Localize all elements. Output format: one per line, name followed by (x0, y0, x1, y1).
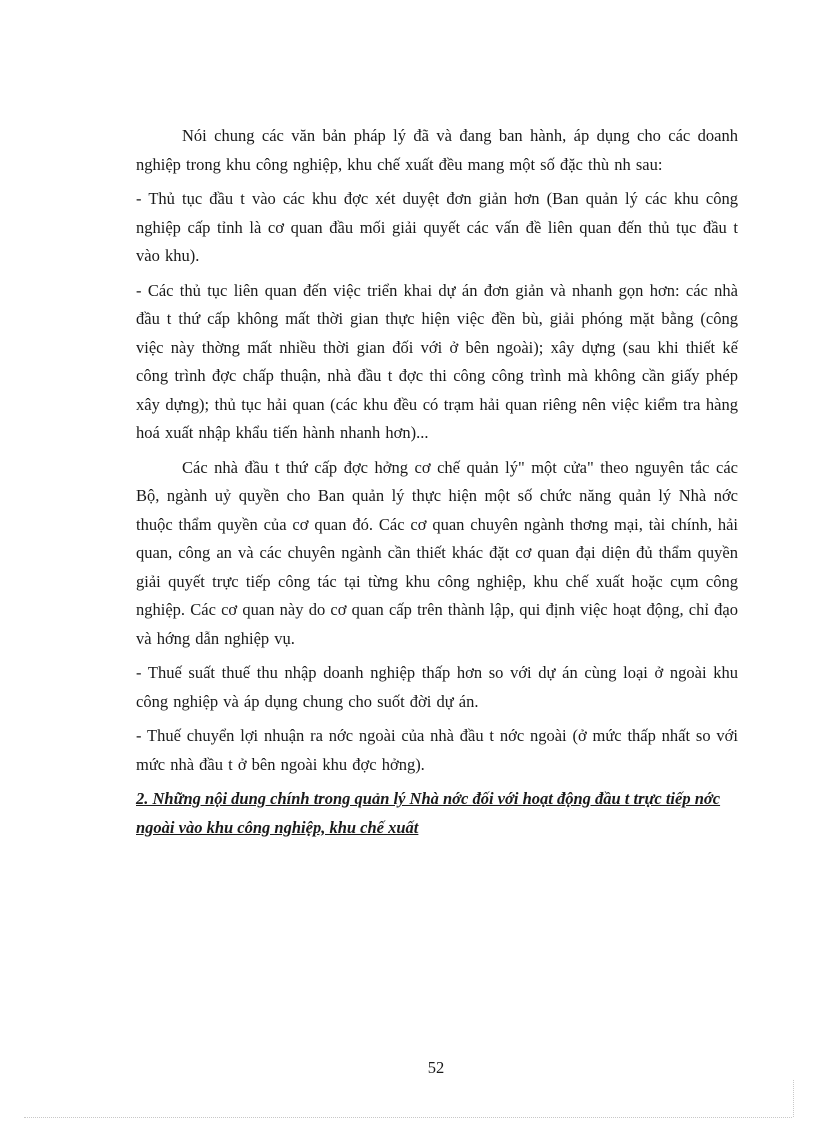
paragraph-one-stop-mechanism: Các nhà đầu t thứ cấp đợc hởng cơ chế quản lý" một cửa" theo nguyên tắc các Bộ, ngành uỷ quyền cho Ban quản lý thực hiện một số chức năng quản lý Nhà nớc thuộc thẩm quyền của cơ quan đó. Các cơ quan chuyên ngành thơng mại, tài chính, hải quan, công an và các chuyên ngành cần thiết khác đặt cơ quan đại diện đủ thẩm quyền giải quyết trực tiếp công tác tại từng khu công nghiệp, khu chế xuất hoặc cụm công nghiệp. Các cơ quan này do cơ quan cấp trên thành lập, qui định việc hoạt động, chỉ đạo và hớng dẫn nghiệp vụ. (136, 457, 738, 648)
paragraph-intro: Nói chung các văn bản pháp lý đã và đang ban hành, áp dụng cho các doanh nghiệp trong khu công nghiệp, khu chế xuất đều mang một số đặc thù nh sau: (136, 126, 738, 174)
page-right-border (793, 1080, 794, 1117)
section-heading: 2. Những nội dung chính trong quản lý Nhà nớc đối với hoạt động đầu t trực tiếp nớc ngoài vào khu công nghiệp, khu chế xuất (136, 789, 721, 837)
page-number: 52 (427, 1058, 445, 1077)
paragraph-investment-procedure: - Thủ tục đầu t vào các khu đợc xét duyệt đơn giản hơn (Ban quản lý các khu công nghiệp cấp tỉnh là cơ quan đầu mối giải quyết các vấn đề liên quan đến thủ tục đầu t vào khu). (136, 189, 738, 265)
page-bottom-border (24, 1117, 792, 1118)
document-body (136, 122, 738, 842)
paragraph-project-procedures: - Các thủ tục liên quan đến việc triển khai dự án đơn giản và nhanh gọn hơn: các nhà đầu t thứ cấp không mất thời gian thực hiện việc đền bù, giải phóng mặt bằng (công việc này thờng mất nhiều thời gian đối với ở bên ngoài); xây dựng (sau khi thiết kế công trình đợc chấp thuận, nhà đầu t đợc thi công công trình mà không cần giấy phép xây dựng); thủ tục hải quan (các khu đều có trạm hải quan riêng nên việc kiểm tra hàng hoá xuất nhập khẩu tiến hành nhanh hơn)... (136, 280, 738, 442)
paragraph-profit-transfer-tax: - Thuế chuyển lợi nhuận ra nớc ngoài của nhà đầu t nớc ngoài (ở mức thấp nhất so với mức nhà đầu t ở bên ngoài khu đợc hởng). (136, 726, 738, 774)
paragraph-income-tax: - Thuế suất thuế thu nhập doanh nghiệp thấp hơn so với dự án cùng loại ở ngoài khu công nghiệp và áp dụng chung cho suốt đời dự án. (136, 663, 738, 711)
